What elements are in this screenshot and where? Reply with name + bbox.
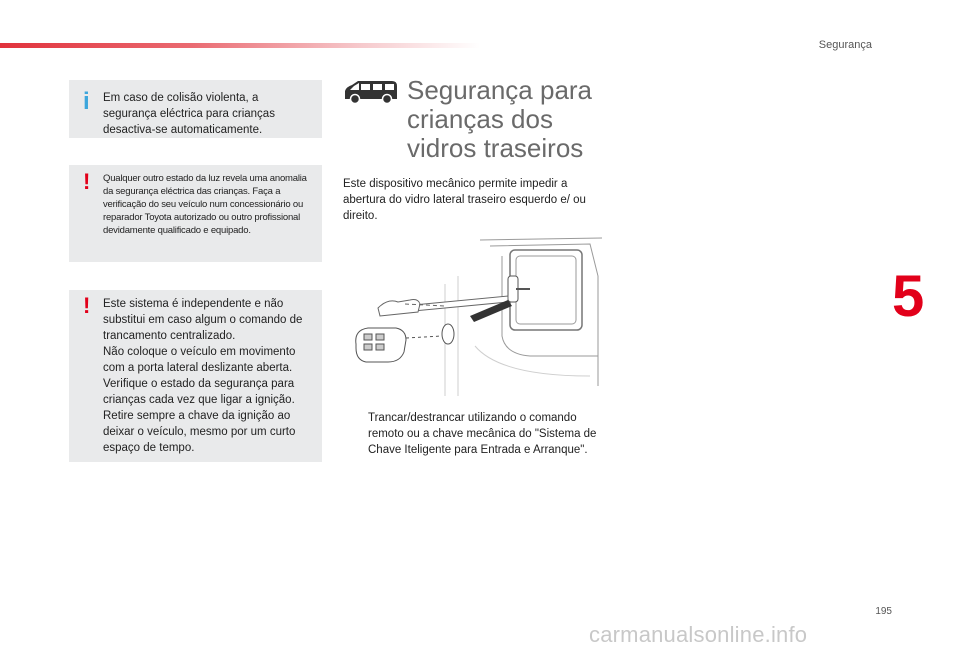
info-icon: i [83, 88, 90, 115]
exclamation-icon: ! [83, 293, 91, 318]
intro-paragraph: Este dispositivo mecânico permite impedir a abertura do vidro lateral traseiro esquerdo e/ ou direito. [343, 178, 586, 222]
warning-box-text: Este sistema é independente e não substitui em caso algum o comando de trancamento centralizado. Não coloque o veículo em movimento com a porta lateral deslizante aberta. Verifique o estado da segurança para crianças cada vez que ligar a ignição. Retire sempre a chave da ignição ao deixar o veículo, mesmo por um curto espaço de tempo. [103, 298, 303, 454]
page-heading: Segurança para crianças dos vidros traseiros [407, 75, 593, 163]
rear-window-lock-illustration [340, 236, 602, 400]
exclamation-icon: ! [83, 169, 91, 194]
warning-box-text: Qualquer outro estado da luz revela uma anomalia da segurança eléctrica das crianças. Faça a verificação do seu veículo num concessionário ou reparador Toyota autorizado ou outro profissional devidamente qualificado e equipado. [103, 173, 307, 236]
section-title: Segurança [818, 39, 872, 51]
chapter-number: 5 [892, 264, 925, 329]
page-number: 195 [875, 606, 892, 617]
bullet-text: Trancar/destrancar utilizando o comando remoto ou a chave mecânica do "Sistema de Chave Iteligente para Entrada e Arranque". [368, 412, 597, 456]
header-accent-bar [0, 43, 480, 48]
watermark-link[interactable]: carmanualsonline.info [589, 622, 808, 647]
warning-box-system [69, 290, 322, 462]
info-box-text: Em caso de colisão violenta, a segurança eléctrica para crianças desactiva-se automaticamente. [103, 92, 275, 136]
info-box [69, 80, 322, 138]
warning-box-light-anomaly [69, 165, 322, 262]
van-icon [342, 79, 400, 105]
